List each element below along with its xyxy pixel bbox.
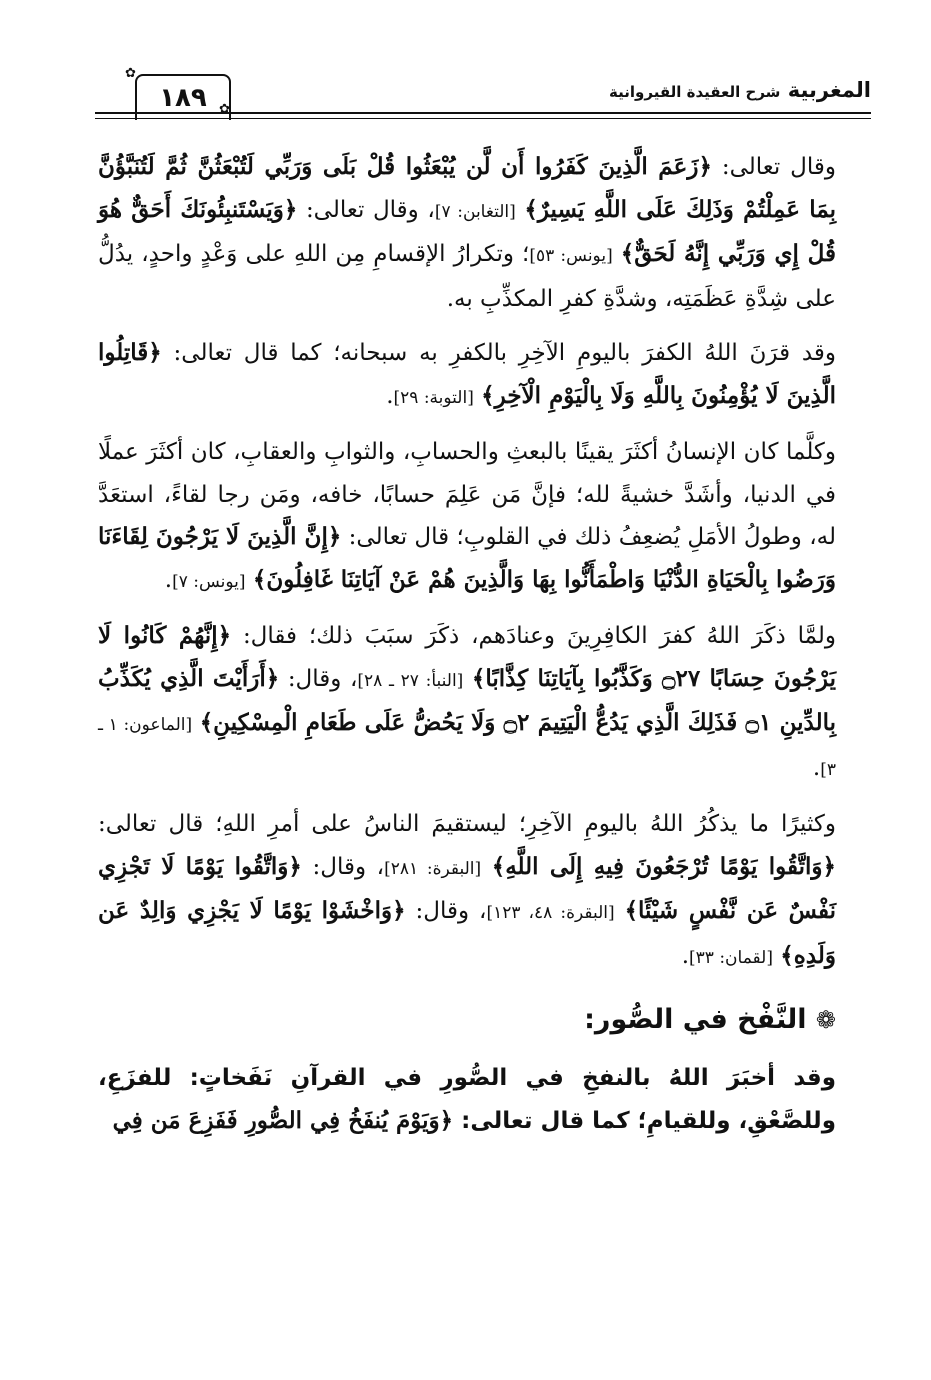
quran-verse: ﴿إِنَّ الَّذِينَ لَا يَرْجُونَ لِقَاءَنَا وَرَضُوا بِالْحَيَاةِ الدُّنْيَا وَاطْمَأَنُّوا بِهَا وَالَّذِينَ هُمْ عَنْ آيَاتِنَا غَافِلُونَ﴾ — [98, 523, 836, 593]
paragraph-text: ، وقال: — [415, 898, 487, 924]
verse-reference: [يونس: ٥٣] — [529, 246, 613, 266]
verse-reference: [التغابن: ٧] — [434, 201, 516, 222]
quran-verse: ﴿قَاتِلُوا الَّذِينَ لَا يُؤْمِنُونَ بِاللَّهِ وَلَا بِالْيَوْمِ الْآخِرِ﴾ — [98, 339, 836, 409]
paragraph-text: ؛ وتكرارُ الإقسامِ مِن اللهِ على وَعْدٍ واحدٍ، يدُلُّ على شِدَّةِ عَظَمَتِه، وشدَّةِ كفرِ المكذِّبِ به. — [98, 241, 836, 312]
paragraph-text: . — [386, 382, 394, 409]
verse-reference: [لقمان: ٣٣] — [689, 947, 773, 968]
quran-verse: ﴿زَعَمَ الَّذِينَ كَفَرُوا أَن لَّن يُبْعَثُوا قُلْ بَلَى وَرَبِّي لَتُبْعَثُنَّ ثُمَّ لَتُنَبَّؤُنَّ بِمَا عَمِلْتُمْ وَذَلِكَ عَلَى اللَّهِ يَسِيرٌ﴾ — [98, 153, 837, 223]
quran-verse: ﴿إِنَّهُمْ كَانُوا لَا يَرْجُونَ حِسَابًا ۝٢٧ وَكَذَّبُوا بِآيَاتِنَا كِذَّابًا﴾ — [98, 622, 837, 692]
verse-reference: [الماعون: ١ ـ ٣] — [98, 715, 836, 780]
verse-reference: [يونس: ٧] — [172, 571, 246, 592]
paragraph — [98, 1057, 836, 1142]
paragraph-text: . — [164, 566, 173, 593]
verse-reference: [البقرة: ٢٨١] — [384, 858, 482, 879]
paragraph-text: وقد قرَنَ اللهُ الكفرَ باليومِ الآخِرِ بالكفرِ به سبحانه؛ كما قال تعالى: — [173, 340, 836, 366]
paragraph-text: ، وقال: — [287, 665, 358, 692]
paragraph-text: ولمَّا ذكَرَ اللهُ كفرَ الكافِرِينَ وعنادَهم، ذكَرَ سبَبَ ذلك؛ فقال: — [242, 623, 836, 649]
verse-reference: [البقرة: ٤٨، ١٢٣] — [486, 903, 615, 923]
section-heading-text: النَّفْخ في الصُّور: — [584, 1004, 807, 1035]
paragraph — [98, 332, 836, 419]
paragraph — [98, 615, 836, 791]
book-subtitle: شرح العقيدة القيروانية — [609, 83, 781, 101]
page-body — [98, 146, 836, 1142]
quran-verse: ﴿وَاتَّقُوا يَوْمًا تُرْجَعُونَ فِيهِ إِلَى اللَّهِ﴾ — [491, 852, 836, 880]
verse-reference: [التوبة: ٢٩] — [393, 387, 474, 408]
quran-verse: ﴿وَاتَّقُوا يَوْمًا لَا تَجْزِي نَفْسٌ عَن نَّفْسٍ شَيْئًا﴾ — [98, 852, 837, 924]
header-rule — [95, 112, 871, 114]
section-heading — [98, 995, 836, 1045]
book-title — [609, 78, 871, 102]
paragraph-text: . — [812, 754, 821, 781]
quran-verse: ﴿وَاخْشَوْا يَوْمًا لَا يَجْزِي وَالِدٌ عَن وَلَدِهِ﴾ — [98, 897, 836, 969]
book-title-main: المغربية — [787, 78, 871, 102]
ornament-icon: ✿ — [125, 66, 136, 81]
paragraph-text: . — [681, 942, 690, 969]
verse-reference: [النبأ: ٢٧ ـ ٢٨] — [357, 670, 464, 691]
paragraph-text: ، وقال تعالى: — [305, 196, 435, 223]
paragraph-text: ، وقال: — [312, 853, 385, 880]
paragraph — [98, 803, 836, 979]
quran-verse: ﴿أَرَأَيْتَ الَّذِي يُكَذِّبُ بِالدِّينِ ۝١ فَذَلِكَ الَّذِي يَدُعُّ الْيَتِيمَ ۝٢ وَلَا يَحُضُّ عَلَى طَعَامِ الْمِسْكِينِ﴾ — [98, 664, 836, 736]
paragraph-text: وكثيرًا ما يذكُرُ اللهُ باليومِ الآخِرِ؛ ليستقيمَ الناسُ على أمرِ اللهِ؛ قال تعالى: — [98, 811, 836, 837]
quran-verse: ﴿وَيَوْمَ يُنفَخُ فِي الصُّورِ فَفَزِعَ مَن فِي — [112, 1106, 454, 1134]
running-header — [95, 66, 871, 128]
paragraph-text: وكلَّما كان الإنسانُ أكثَرَ يقينًا بالبعثِ والحسابِ، والثوابِ والعقابِ، كان أكثَرَ عملًا في الدنيا، وأشَدَّ خشيةً لله؛ فإنَّ مَن عَلِمَ حسابًا، خافه، ومَن رجا لقاءً، استعَدَّ له، وطولُ الأمَلِ يُضعِفُ ذلك في القلوبِ؛ قال تعالى: — [98, 439, 837, 550]
paragraph-text: وقد أخبَرَ اللهُ بالنفخِ في الصُّورِ في القرآنِ نَفَخاتٍ: للفزَعِ، وللصَّعْقِ، وللقيامِ؛ كما قال تعالى: — [98, 1065, 836, 1134]
paragraph — [98, 146, 836, 320]
paragraph — [98, 431, 836, 603]
header-rule — [95, 118, 871, 119]
page-number: ١٨٩ — [159, 83, 207, 113]
paragraph-text: وقال تعالى: — [721, 154, 836, 180]
ornament-icon: ✿ — [219, 102, 230, 117]
quran-verse: ﴿وَيَسْتَنبِئُونَكَ أَحَقٌّ هُوَ قُلْ إِي وَرَبِّي إِنَّهُ لَحَقٌّ﴾ — [98, 195, 837, 267]
flower-bullet-icon: ❁ — [815, 1006, 836, 1034]
